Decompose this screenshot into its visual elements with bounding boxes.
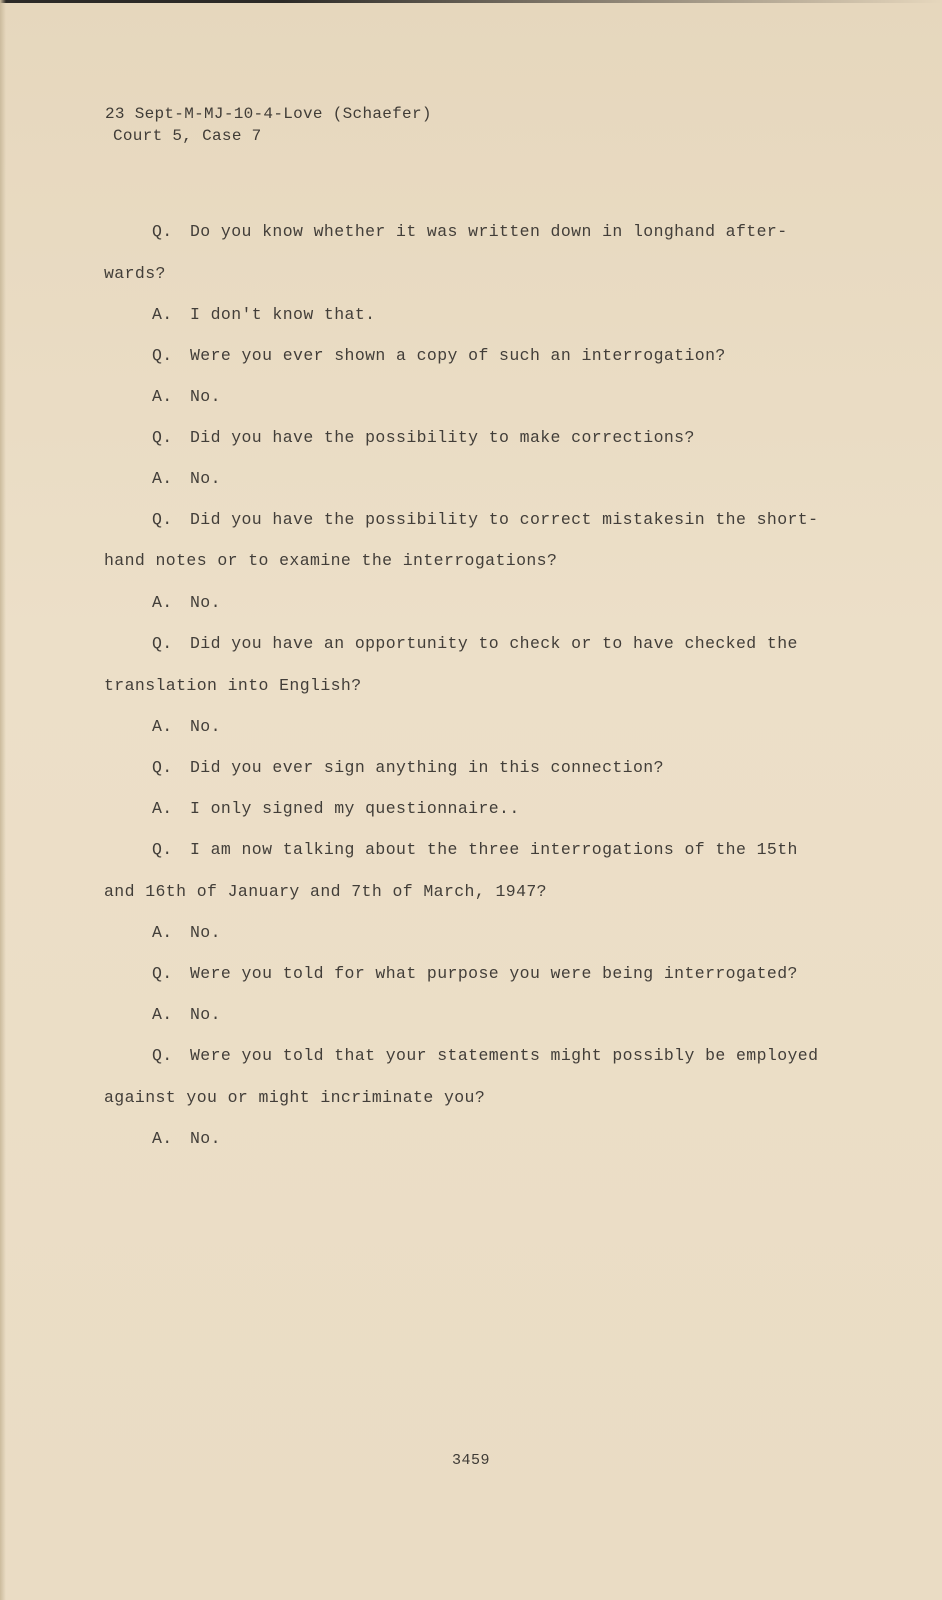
transcript-line bbox=[152, 222, 788, 241]
line-text: No. bbox=[190, 469, 221, 488]
speaker-label: Q. bbox=[152, 634, 173, 653]
speaker-label: A. bbox=[152, 923, 173, 942]
transcript-line bbox=[152, 1046, 818, 1065]
line-text: I am now talking about the three interrogations of the 15th bbox=[190, 840, 798, 859]
header-reference-line: 23 Sept-M-MJ-10-4-Love (Schaefer) bbox=[105, 105, 432, 123]
speaker-label: A. bbox=[152, 799, 173, 818]
line-text: I only signed my questionnaire.. bbox=[190, 799, 520, 818]
transcript-line bbox=[152, 510, 818, 529]
line-text: Were you told that your statements might possibly be employed bbox=[190, 1046, 819, 1065]
line-text: Were you told for what purpose you were being interrogated? bbox=[190, 964, 798, 983]
transcript-line bbox=[152, 799, 520, 818]
page-number: 3459 bbox=[451, 1452, 490, 1469]
speaker-label: A. bbox=[152, 1129, 173, 1148]
transcript-line bbox=[152, 840, 798, 859]
speaker-label: Q. bbox=[152, 222, 173, 241]
transcript-line bbox=[152, 305, 375, 324]
transcript-line bbox=[152, 1129, 221, 1148]
transcript-line bbox=[152, 469, 221, 488]
transcript-line bbox=[152, 634, 798, 653]
speaker-label: A. bbox=[152, 469, 173, 488]
line-text: I don't know that. bbox=[190, 305, 376, 324]
line-text: Were you ever shown a copy of such an interrogation? bbox=[190, 346, 726, 365]
line-text: No. bbox=[190, 923, 221, 942]
speaker-label: Q. bbox=[152, 510, 173, 529]
line-text: translation into English? bbox=[104, 676, 362, 695]
speaker-label: A. bbox=[152, 717, 173, 736]
speaker-label: Q. bbox=[152, 964, 173, 983]
speaker-label: Q. bbox=[152, 346, 173, 365]
speaker-label: Q. bbox=[152, 428, 173, 447]
line-text: Did you have the possibility to correct mistakesin the short- bbox=[190, 510, 819, 529]
line-text: Did you have an opportunity to check or to have checked the bbox=[190, 634, 798, 653]
line-text: Did you have the possibility to make corrections? bbox=[190, 428, 695, 447]
speaker-label: A. bbox=[152, 593, 173, 612]
transcript-line bbox=[152, 428, 695, 447]
transcript-line bbox=[104, 551, 557, 570]
document-header bbox=[105, 103, 432, 147]
line-text: No. bbox=[190, 593, 221, 612]
transcript-line bbox=[152, 1005, 221, 1024]
transcript-line bbox=[104, 882, 547, 901]
line-text: No. bbox=[190, 717, 221, 736]
line-text: Do you know whether it was written down in longhand after- bbox=[190, 222, 788, 241]
transcript-line bbox=[104, 264, 166, 283]
transcript-line bbox=[152, 346, 726, 365]
line-text: against you or might incriminate you? bbox=[104, 1088, 486, 1107]
line-text: Did you ever sign anything in this connection? bbox=[190, 758, 664, 777]
transcript-line bbox=[152, 964, 798, 983]
line-text: hand notes or to examine the interrogations? bbox=[104, 551, 558, 570]
line-text: No. bbox=[190, 1129, 221, 1148]
transcript-line bbox=[152, 758, 664, 777]
line-text: No. bbox=[190, 1005, 221, 1024]
speaker-label: Q. bbox=[152, 840, 173, 859]
transcript-line bbox=[152, 717, 221, 736]
transcript-line bbox=[152, 593, 221, 612]
transcript-line bbox=[152, 387, 221, 406]
scan-edge-top bbox=[0, 0, 942, 3]
header-court-case-line: Court 5, Case 7 bbox=[113, 127, 262, 145]
speaker-label: A. bbox=[152, 305, 173, 324]
speaker-label: Q. bbox=[152, 758, 173, 777]
transcript-line bbox=[104, 676, 362, 695]
scan-edge-left bbox=[0, 0, 6, 1600]
line-text: and 16th of January and 7th of March, 1947? bbox=[104, 882, 547, 901]
speaker-label: Q. bbox=[152, 1046, 173, 1065]
speaker-label: A. bbox=[152, 1005, 173, 1024]
transcript-line bbox=[152, 923, 221, 942]
line-text: No. bbox=[190, 387, 221, 406]
line-text: wards? bbox=[104, 264, 166, 283]
speaker-label: A. bbox=[152, 387, 173, 406]
transcript-line bbox=[104, 1088, 485, 1107]
